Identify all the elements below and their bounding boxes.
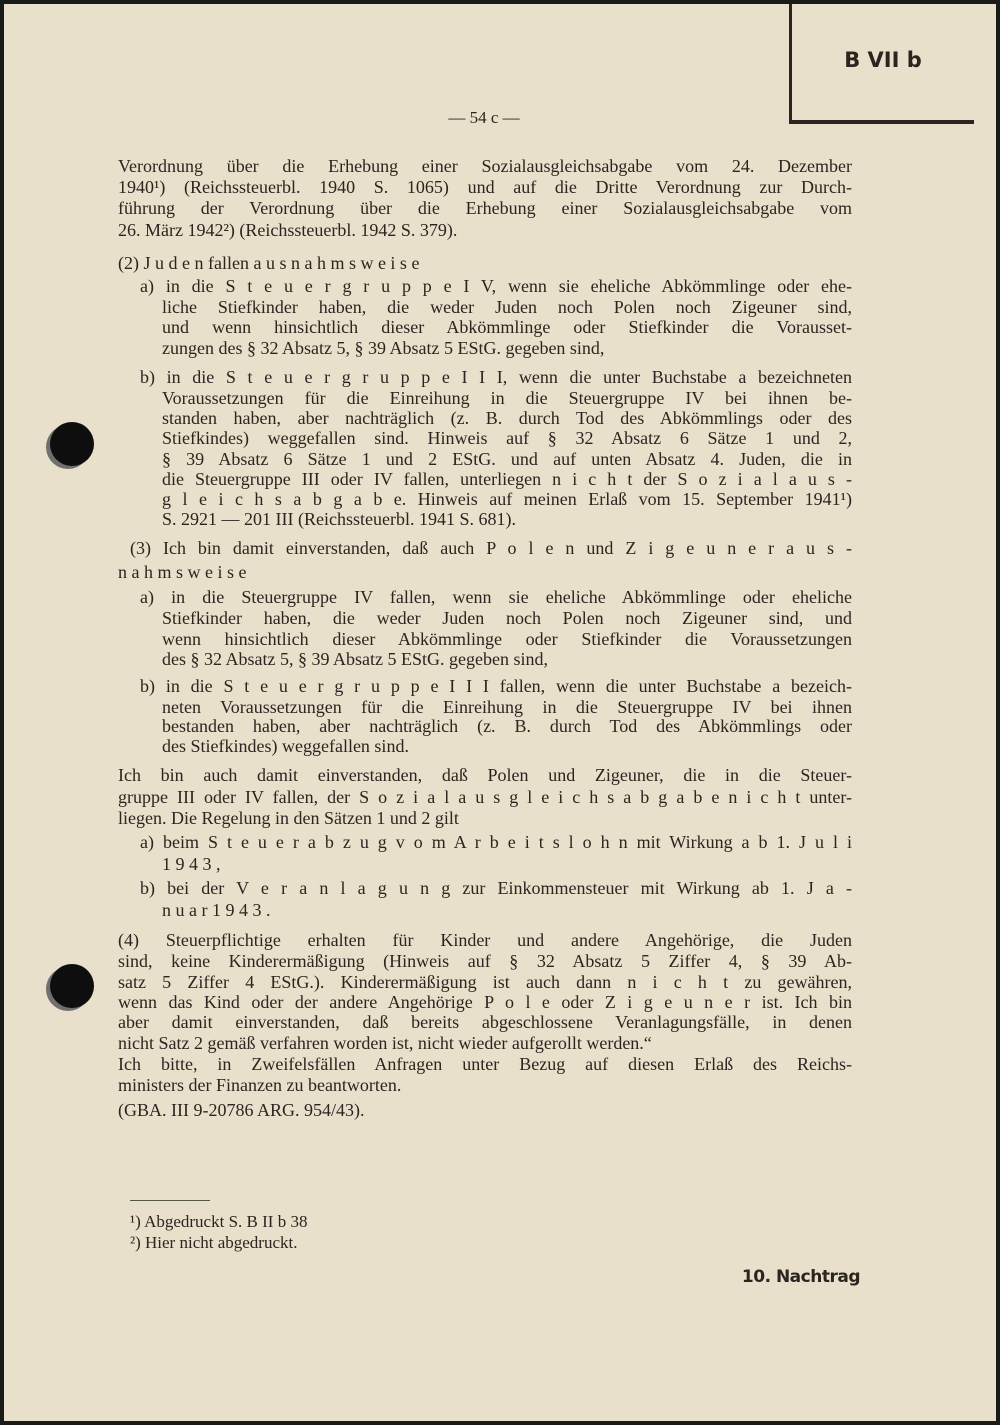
text-line: g l e i c h s a b g a b e. Hinweis auf meinen Erlaß vom 15. September 1941¹) bbox=[162, 489, 852, 509]
text-line: zungen des § 32 Absatz 5, § 39 Absatz 5 EStG. gegeben sind, bbox=[162, 338, 605, 358]
text-line: ministers der Finanzen zu beantworten. bbox=[118, 1075, 402, 1095]
paragraph-3-heading: (3) Ich bin damit einverstanden, daß auch P o l e n und Z i g e u n e r a u s - bbox=[130, 538, 852, 558]
punch-hole bbox=[50, 422, 94, 466]
section-code-box bbox=[789, 4, 974, 124]
text-line: b) in die S t e u e r g r u p p e I I I, wenn die unter Buchstabe a bezeichneten bbox=[140, 367, 852, 387]
text-line: § 39 Absatz 6 Sätze 1 und 2 EStG. und auf unten Absatz 4. Juden, die in bbox=[162, 449, 852, 469]
text-line: Ich bitte, in Zweifelsfällen Anfragen unter Bezug auf diesen Erlaß des Reichs- bbox=[118, 1054, 852, 1074]
document-page bbox=[4, 4, 996, 1421]
text-line: satz 5 Ziffer 4 EStG.). Kinderermäßigung ist auch dann n i c h t zu gewähren, bbox=[118, 972, 852, 992]
text-line: 1940¹) (Reichssteuerbl. 1940 S. 1065) und auf die Dritte Verordnung zur Durch- bbox=[118, 177, 852, 197]
text-line: b) bei der V e r a n l a g u n g zur Einkommensteuer mit Wirkung ab 1. J a - bbox=[140, 878, 852, 898]
text-line: liegen. Die Regelung in den Sätzen 1 und 2 gilt bbox=[118, 808, 459, 828]
text-line: führung der Verordnung über die Erhebung einer Sozialausgleichsabgabe vom bbox=[118, 198, 852, 218]
text-line: 1 9 4 3 , bbox=[162, 854, 221, 874]
text-line: wenn das Kind oder der andere Angehörige P o l e oder Z i g e u n e r ist. Ich bin bbox=[118, 992, 852, 1012]
punch-hole bbox=[50, 964, 94, 1008]
section-code: B VII b bbox=[844, 48, 922, 72]
text-line: S. 2921 — 201 III (Reichssteuerbl. 1941 S. 681). bbox=[162, 509, 516, 529]
footnote-1: ¹) Abgedruckt S. B II b 38 bbox=[130, 1212, 308, 1231]
text-line: n a h m s w e i s e bbox=[118, 562, 247, 582]
footnote-divider bbox=[130, 1200, 210, 1201]
text-line: neten Voraussetzungen für die Einreihung in die Steuergruppe IV bei ihnen bbox=[162, 697, 852, 717]
text-line: aber damit einverstanden, daß bereits abgeschlossene Veranlagungsfälle, in denen bbox=[118, 1012, 852, 1032]
paragraph-4-heading: (4) Steuerpflichtige erhalten für Kinder und andere Angehörige, die Juden bbox=[118, 930, 852, 950]
text-line: gruppe III oder IV fallen, der S o z i a l a u s g l e i c h s a b g a b e n i c h t unter- bbox=[118, 787, 852, 807]
text-line: und wenn hinsichtlich dieser Abkömmlinge oder Stiefkinder die Vorausset- bbox=[162, 317, 852, 337]
text-line: Verordnung über die Erhebung einer Sozialausgleichsabgabe vom 24. Dezember bbox=[118, 156, 852, 176]
text-line: 26. März 1942²) (Reichssteuerbl. 1942 S. 379). bbox=[118, 220, 458, 240]
text-line: liche Stiefkinder haben, die weder Juden noch Polen noch Zigeuner sind, bbox=[162, 297, 852, 317]
supplement-label: 10. Nachtrag bbox=[741, 1267, 860, 1287]
text-line: nicht Satz 2 gemäß verfahren worden ist, nicht wieder aufgerollt werden.“ bbox=[118, 1033, 652, 1053]
text-line: a) beim S t e u e r a b z u g v o m A r b e i t s l o h n mit Wirkung a b 1. J u l i bbox=[140, 832, 852, 852]
text-line: sind, keine Kinderermäßigung (Hinweis auf § 32 Absatz 5 Ziffer 4, § 39 Ab- bbox=[118, 951, 852, 971]
text-line: des § 32 Absatz 5, § 39 Absatz 5 EStG. gegeben sind, bbox=[162, 649, 548, 669]
footnote-2: ²) Hier nicht abgedruckt. bbox=[130, 1233, 298, 1252]
page-number: — 54 c — bbox=[448, 108, 520, 127]
text-line: Voraussetzungen für die Einreihung in die Steuergruppe IV bei ihnen be- bbox=[162, 388, 852, 408]
text-line: bestanden haben, aber nachträglich (z. B. durch Tod des Abkömmlings oder bbox=[162, 716, 852, 736]
text-line: n u a r 1 9 4 3 . bbox=[162, 900, 271, 920]
text-line: a) in die Steuergruppe IV fallen, wenn sie eheliche Abkömmlinge oder eheliche bbox=[140, 587, 852, 607]
text-line: a) in die S t e u e r g r u p p e I V, wenn sie eheliche Abkömmlinge oder ehe- bbox=[140, 276, 852, 296]
text-line: standen haben, aber nachträglich (z. B. durch Tod des Abkömmlings oder des bbox=[162, 408, 852, 428]
text-line: Ich bin auch damit einverstanden, daß Polen und Zigeuner, die in die Steuer- bbox=[118, 765, 852, 785]
text-line: Stiefkindes) weggefallen sind. Hinweis auf § 32 Absatz 6 Sätze 1 und 2, bbox=[162, 428, 852, 448]
text-line: die Steuergruppe III oder IV fallen, unterliegen n i c h t der S o z i a l a u s - bbox=[162, 469, 852, 489]
text-line: des Stiefkindes) weggefallen sind. bbox=[162, 736, 409, 756]
text-line: b) in die S t e u e r g r u p p e I I I fallen, wenn die unter Buchstabe a bezeich- bbox=[140, 676, 852, 696]
reference-number: (GBA. III 9-20786 ARG. 954/43). bbox=[118, 1100, 365, 1120]
paragraph-2-heading: (2) J u d e n fallen a u s n a h m s w e i s e bbox=[118, 253, 420, 273]
text-line: wenn hinsichtlich dieser Abkömmlinge oder Stiefkinder die Voraussetzungen bbox=[162, 629, 852, 649]
text-line: Stiefkinder haben, die weder Juden noch Polen noch Zigeuner sind, und bbox=[162, 608, 852, 628]
